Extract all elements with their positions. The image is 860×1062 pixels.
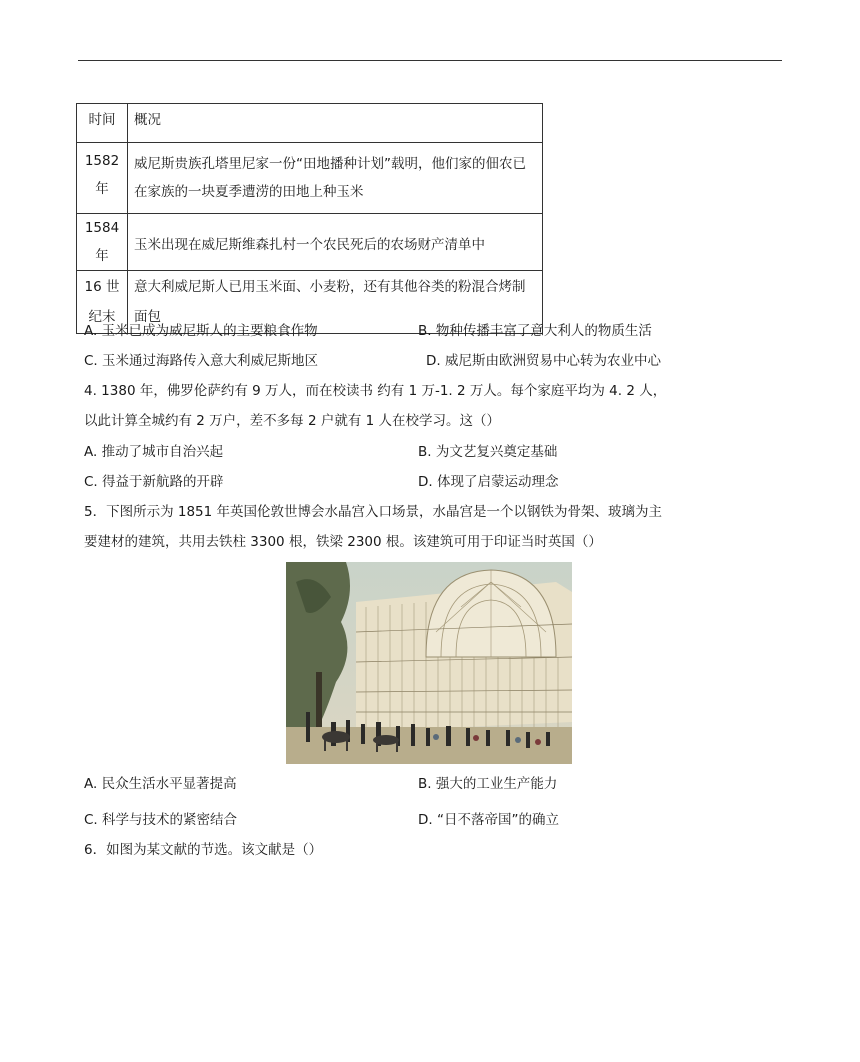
- q3-option-a: A. 玉米已成为威尼斯人的主要粮食作物: [84, 323, 318, 339]
- row-time: 1582 年: [77, 143, 128, 214]
- row-desc: 玉米出现在威尼斯维森扎村一个农民死后的农场财产清单中: [128, 214, 543, 271]
- header-overview: 概况: [128, 104, 543, 143]
- q5-option-b: B. 强大的工业生产能力: [418, 776, 558, 792]
- row-desc: 威尼斯贵族孔塔里尼家一份“田地播种计划”载明，他们家的佃农已在家族的一块夏季遭涝的田地上种玉米: [128, 143, 543, 214]
- q5-option-a: A. 民众生活水平显著提高: [84, 776, 237, 792]
- header-time: 时间: [77, 104, 128, 143]
- table-header-row: [77, 104, 543, 143]
- q3-option-d: D. 威尼斯由欧洲贸易中心转为农业中心: [426, 353, 661, 369]
- row-time: 16 世纪末: [77, 271, 128, 334]
- q4-stem-line1: 4. 1380 年，佛罗伦萨约有 9 万人，而在校读书 约有 1 万-1. 2 万人。每个家庭平均为 4. 2 人，: [84, 383, 667, 399]
- q4-option-a: A. 推动了城市自治兴起: [84, 444, 224, 460]
- q3-option-c: C. 玉米通过海路传入意大利威尼斯地区: [84, 353, 319, 369]
- history-table: [76, 103, 543, 334]
- q4-option-d: D. 体现了启蒙运动理念: [418, 474, 559, 490]
- row-time: 1584 年: [77, 214, 128, 271]
- table-row: [77, 214, 543, 271]
- header-rule: [78, 60, 782, 61]
- q5-stem-line1: 5．下图所示为 1851 年英国伦敦世博会水晶宫入口场景，水晶宫是一个以钢铁为骨架、玻璃为主: [84, 504, 663, 520]
- q5-option-c: C. 科学与技术的紧密结合: [84, 812, 238, 828]
- q5-stem-line2: 要建材的建筑，共用去铁柱 3300 根，铁梁 2300 根。该建筑可用于印证当时英国（）: [84, 534, 602, 550]
- q4-option-b: B. 为文艺复兴奠定基础: [418, 444, 558, 460]
- q3-option-b: B. 物种传播丰富了意大利人的物质生活: [418, 323, 652, 339]
- table-row: [77, 143, 543, 214]
- q4-stem-line2: 以此计算全城约有 2 万户，差不多每 2 户就有 1 人在校学习。这（）: [84, 413, 501, 429]
- crystal-palace-image: [286, 562, 572, 764]
- row-desc: 意大利威尼斯人已用玉米面、小麦粉，还有其他谷类的粉混合烤制面包: [128, 271, 543, 334]
- q6-stem-line1: 6．如图为某文献的节选。该文献是（）: [84, 842, 323, 858]
- q5-option-d: D. “日不落帝国”的确立: [418, 812, 559, 828]
- q4-option-c: C. 得益于新航路的开辟: [84, 474, 224, 490]
